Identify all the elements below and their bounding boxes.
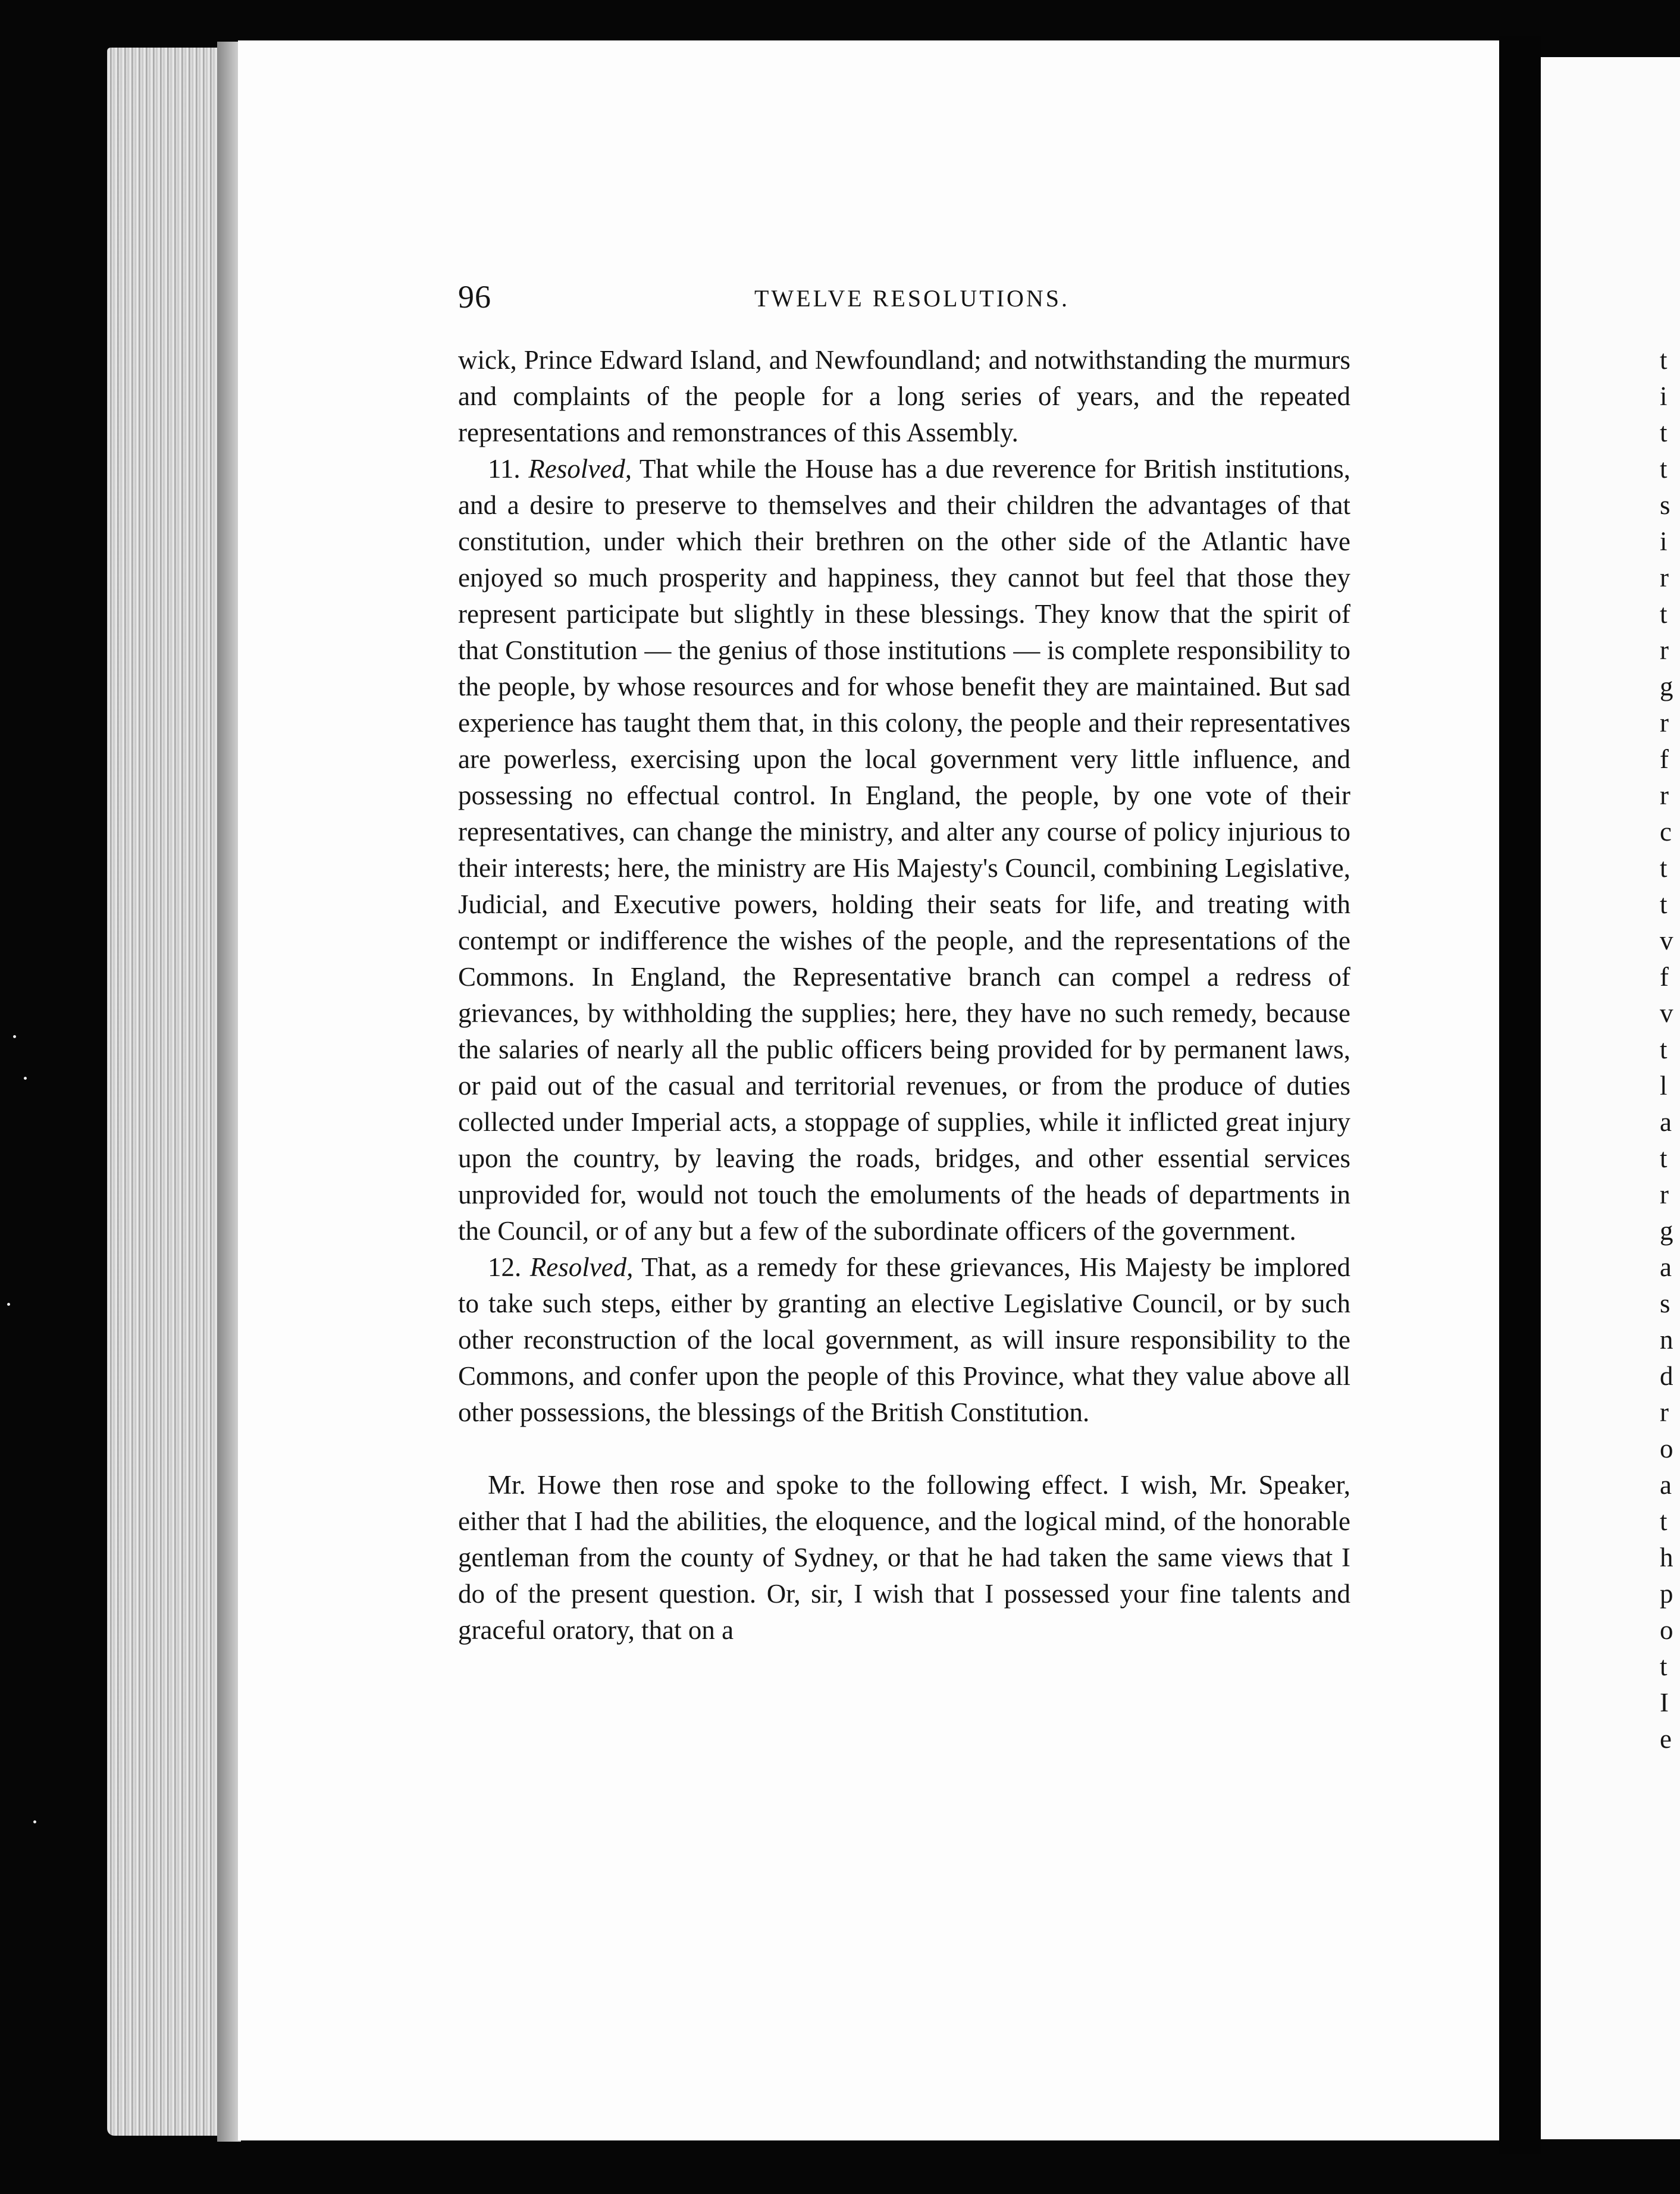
facing-page-fragment: p: [1660, 1579, 1673, 1609]
facing-page-fragment: h: [1660, 1543, 1673, 1572]
facing-page-fragment: I: [1660, 1688, 1669, 1717]
facing-page-fragment: s: [1660, 1289, 1670, 1318]
book-gutter: [1499, 36, 1541, 2154]
running-title: TWELVE RESOLUTIONS.: [754, 285, 1070, 312]
facing-page-fragment: a: [1660, 1107, 1672, 1137]
facing-page-fragment: d: [1660, 1361, 1673, 1391]
facing-page-fragment: r: [1660, 781, 1669, 810]
facing-page-fragment: v: [1660, 998, 1673, 1028]
resolution-11: [458, 451, 1350, 1249]
facing-page-fragment: a: [1660, 1252, 1672, 1282]
resolution-number: 11.: [488, 454, 521, 484]
speech-paragraph: [458, 1467, 1350, 1648]
facing-page-fragment: g: [1660, 672, 1673, 701]
facing-page-fragment: f: [1660, 744, 1669, 774]
paragraph-text: wick, Prince Edward Island, and Newfoundland; and notwithstanding the murmurs and complaints of the people for a long series of years, and the repeated representations and remonstrances of this Assembly.: [458, 345, 1350, 447]
page-edge-shadow: [217, 42, 241, 2142]
resolution-lead: Resolved,: [528, 454, 632, 484]
facing-page-fragment: i: [1660, 381, 1668, 411]
facing-page-fragment: t: [1660, 853, 1668, 883]
facing-page-fragment: l: [1660, 1071, 1668, 1101]
facing-page-text-fragments: [1660, 342, 1680, 1757]
facing-page-fragment: t: [1660, 599, 1668, 629]
facing-page-fragment: c: [1660, 817, 1672, 847]
facing-page-fragment: f: [1660, 962, 1669, 992]
facing-page-fragment: t: [1660, 1651, 1668, 1681]
page-number: 96: [458, 279, 491, 315]
facing-page-fragment: t: [1660, 1143, 1668, 1173]
resolution-number: 12.: [488, 1252, 522, 1282]
resolution-12: [458, 1249, 1350, 1431]
facing-page-fragment: o: [1660, 1434, 1673, 1463]
facing-page-fragment: t: [1660, 418, 1668, 447]
facing-page-fragment: t: [1660, 1035, 1668, 1064]
facing-page-fragment: t: [1660, 1506, 1668, 1536]
facing-page-fragment: n: [1660, 1325, 1673, 1355]
facing-page-fragment: r: [1660, 563, 1669, 593]
facing-page-fragment: o: [1660, 1615, 1673, 1645]
facing-page-fragment: s: [1660, 490, 1670, 520]
running-header: [458, 278, 1350, 314]
paragraph-continuation: [458, 342, 1350, 451]
facing-page-fragment: r: [1660, 1397, 1669, 1427]
facing-page-fragment: v: [1660, 926, 1673, 955]
facing-page-fragment: g: [1660, 1216, 1673, 1246]
facing-page-fragment: t: [1660, 889, 1668, 919]
resolution-text: That while the House has a due reverence for British institutions, and a desire to preserve to themselves and their children the advantages of that constitution, under which their brethren on the other side of the Atlantic have enjoyed so much prosperity and happiness, they cannot but feel that those they represent participate but slightly in these blessings. They know that the spirit of that Constitution — the genius of those institutions — is complete responsibility to the people, by whose resources and for whose benefit they are maintained. But sad experience has taught them that, in this colony, the people and their representatives are powerless, exercising upon the local government very little influence, and possessing no effectual control. In England, the people, by one vote of their representatives, can change the ministry, and alter any course of policy injurious to their interests; here, the ministry are His Majesty's Council, combining Legislative, Judicial, and Executive powers, holding their seats for life, and treating with contempt or indifference the wishes of the people, and the representations of the Commons. In England, the Representative branch can compel a redress of grievances, by withholding the supplies; here, they have no such remedy, because the salaries of nearly all the public officers being provided for by permanent laws, or paid out of the casual and territorial revenues, or from the produce of duties collected under Imperial acts, a stoppage of supplies, while it inflicted great injury upon the country, by leaving the roads, bridges, and other essential services unprovided for, would not touch the emoluments of the heads of departments in the Council, or of any but a few of the subordinate officers of the government.: [458, 454, 1351, 1246]
facing-page: [1541, 57, 1680, 2139]
resolution-text: That, as a remedy for these grievances, His Majesty be implored to take such steps, either by granting an elective Legislative Council, or by such other reconstruction of the local government, as will insure responsibility to the Commons, and confer upon the people of this Province, what they value above all other possessions, the blessings of the British Constitution.: [458, 1252, 1351, 1427]
facing-page-fragment: e: [1660, 1724, 1672, 1754]
facing-page-fragment: t: [1660, 454, 1668, 484]
resolution-lead: Resolved,: [529, 1252, 634, 1282]
facing-page-fragment: i: [1660, 526, 1668, 556]
paragraph-text: Mr. Howe then rose and spoke to the following effect. I wish, Mr. Speaker, either that I had the abilities, the eloquence, and the logical mind, of the honorable gentleman from the county of Sydney, or that he had taken the same views that I do of the present question. Or, sir, I wish that I possessed your fine talents and graceful oratory, that on a: [458, 1470, 1350, 1645]
facing-page-fragment: r: [1660, 708, 1669, 738]
facing-page-fragment: r: [1660, 635, 1669, 665]
facing-page-fragment: t: [1660, 345, 1668, 375]
facing-page-fragment: r: [1660, 1180, 1669, 1209]
page-body: [458, 342, 1350, 1648]
facing-page-fragment: a: [1660, 1470, 1672, 1500]
